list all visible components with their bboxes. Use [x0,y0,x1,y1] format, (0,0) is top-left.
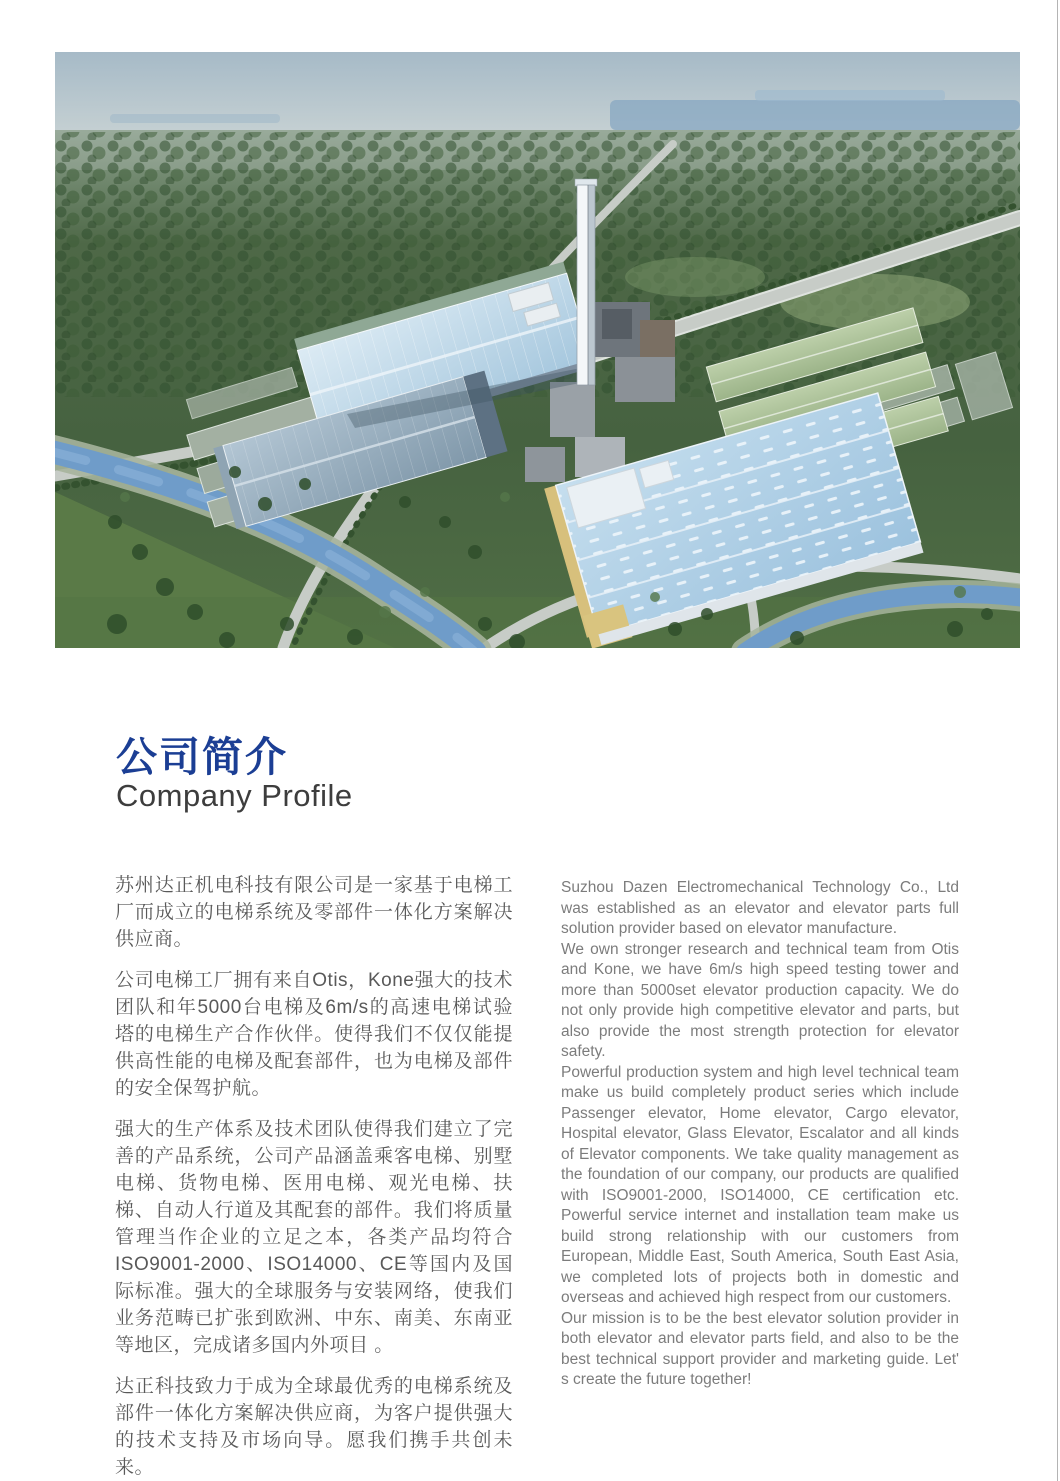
paragraph-zh: 达正科技致力于成为全球最优秀的电梯系统及部件一体化方案解决供应商，为客户提供强大的技术支持及市场向导。愿我们携手共创未来。 [115,1376,513,1478]
paragraph-en: We own stronger research and technical team from Otis and Kone, we have 6m/s high speed testing tower and more than 5000set elevator production capacity. We do not only provide high competitive elevator and parts, but also provide the most strength protection for elevator safety. [561,940,959,1060]
section-title-english: Company Profile [116,778,353,813]
paragraph-zh: 苏州达正机电科技有限公司是一家基于电梯工厂而成立的电梯系统及零部件一体化方案解决供应商。 [115,875,513,950]
factory-aerial-image [55,52,1020,648]
section-title-chinese: 公司简介 [116,734,288,780]
distant-lake-2 [755,90,945,101]
distant-lake-3 [110,114,280,123]
factory-aerial-illustration [55,52,1020,648]
paragraph-en: Our mission is to be the best elevator solution provider in both elevator and elevator parts field, and also to be the best technical support provider and marketing guide. Let' s create the future together! [561,1309,959,1388]
elevator-test-tower [575,179,597,385]
paragraph-zh: 强大的生产体系及技术团队使得我们建立了完善的产品系统，公司产品涵盖乘客电梯、别墅电梯、货物电梯、医用电梯、观光电梯、扶梯、自动人行道及其配套的部件。我们将质量管理当作企业的立足之本，各类产品均符合ISO9001-2000、ISO14000、CE等国内及国际标准。强大的全球服务与安装网络，使我们业务范畴已扩张到欧洲、中东、南美、东南亚等地区，完成诸多国内外项目 。 [115,1119,513,1356]
page-edge-divider [1057,0,1059,1481]
paragraph-en: Powerful production system and high level technical team make us build completely product series which include Passenger elevator, Home elevator, Cargo elevator, Hospital elevator, Glass Elevator, Escalator and all kinds of Elevator components. We take quality management as the foundation of our company, our products are qualified with ISO9001-2000, ISO14000, CE certification etc. Powerful service internet and installation team make us build strong relationship with our customers from European, Middle East, South America, South East Asia, we completed lots of projects both in domestic and overseas and achieved high respect from our customers. [561,1063,959,1306]
distant-lake [610,100,1020,130]
clearing [625,257,765,297]
profile-column-chinese [115,872,513,1481]
profile-column-english [561,878,959,1391]
paragraph-zh: 公司电梯工厂拥有来自Otis，Kone强大的技术团队和年5000台电梯及6m/s的高速电梯试验塔的电梯生产合作伙伴。使得我们不仅仅能提供高性能的电梯及配套部件，也为电梯及部件的安全保驾护航。 [115,970,513,1099]
paragraph-en: Suzhou Dazen Electromechanical Technology Co., Ltd was established as an elevator and elevator parts full solution provider based on elevator manufacture. [561,879,959,937]
